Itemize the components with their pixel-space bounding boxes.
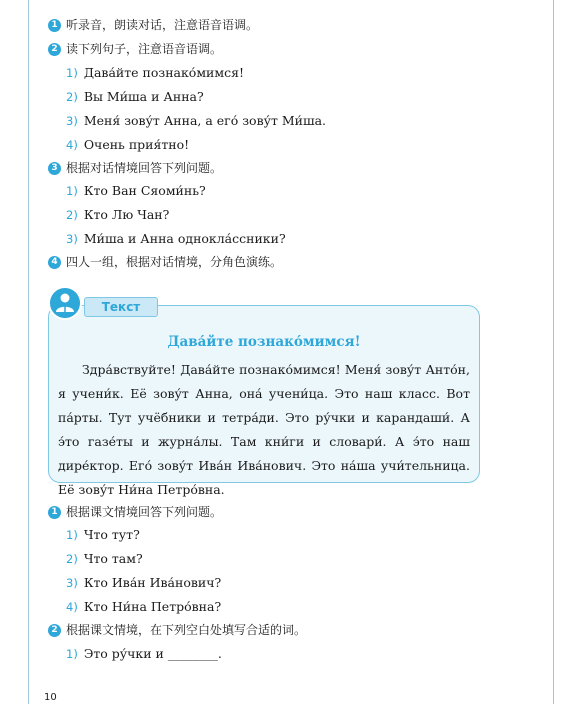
text-section-tab: Текст [84,297,158,317]
list-item: 3) Меня́ зову́т Анна, а его́ зову́т Ми́ша. [66,113,327,128]
list-item: 3) Кто Ива́н Ива́нович? [66,575,222,590]
list-item: 1) Это ру́чки и ________. [66,646,222,661]
task-2 [48,41,222,57]
list-item: 2) Что там? [66,551,143,566]
task-instruction: 读下列句子，注意语音语调。 [66,42,223,56]
task-number-badge: 1 [48,19,61,32]
task-after-text-2 [48,622,306,638]
task-number-badge: 1 [48,506,61,519]
task-number-badge: 3 [48,162,61,175]
task-instruction: 根据课文情境，在下列空白处填写合适的词。 [66,623,307,637]
list-item: 3) Ми́ша и Анна однокла́ссники? [66,231,286,246]
task-3 [48,160,222,176]
people-icon [48,286,82,320]
task-instruction: 根据对话情境回答下列问题。 [66,161,223,175]
list-item: 4) Очень прия́тно! [66,137,190,152]
task-after-text-1 [48,504,222,520]
page-margin-rule-right [553,0,554,704]
list-item: 2) Вы Ми́ша и Анна? [66,89,204,104]
page-number: 10 [44,692,57,703]
list-item: 4) Кто Ни́на Петро́вна? [66,599,222,614]
task-number-badge: 2 [48,624,61,637]
text-body: Здра́вствуйте! Дава́йте познако́мимся! Меня́ зову́т Анто́н, я учени́к. Её зову́т Анна, она́ учени́ца. Это наш класс. Вот па́рты. Тут учёбники и тетра́ди. Это ру́чки и карандаши́. А э́то газе́ты и журна́лы. Там кни́ги и словари́. А э́то наш дире́ктор. Его́ зову́т Ива́н Ива́нович. Это на́ша учи́тельница. Её зову́т Ни́на Петро́вна. [58,362,470,497]
task-instruction: 听录音，朗读对话，注意语音语调。 [66,18,259,32]
task-1 [48,17,258,33]
list-item: 1) Кто Ван Сяоми́нь? [66,183,206,198]
task-number-badge: 2 [48,43,61,56]
page-margin-rule-left [28,0,29,704]
list-item: 2) Кто Лю Чан? [66,207,170,222]
text-title: Дава́йте познако́мимся! [167,334,361,350]
list-item: 1) Дава́йте познако́мимся! [66,65,245,80]
list-item: 1) Что тут? [66,527,140,542]
task-instruction: 四人一组，根据对话情境，分角色演练。 [66,255,283,269]
task-number-badge: 4 [48,256,61,269]
task-instruction: 根据课文情境回答下列问题。 [66,505,223,519]
task-4 [48,254,282,270]
